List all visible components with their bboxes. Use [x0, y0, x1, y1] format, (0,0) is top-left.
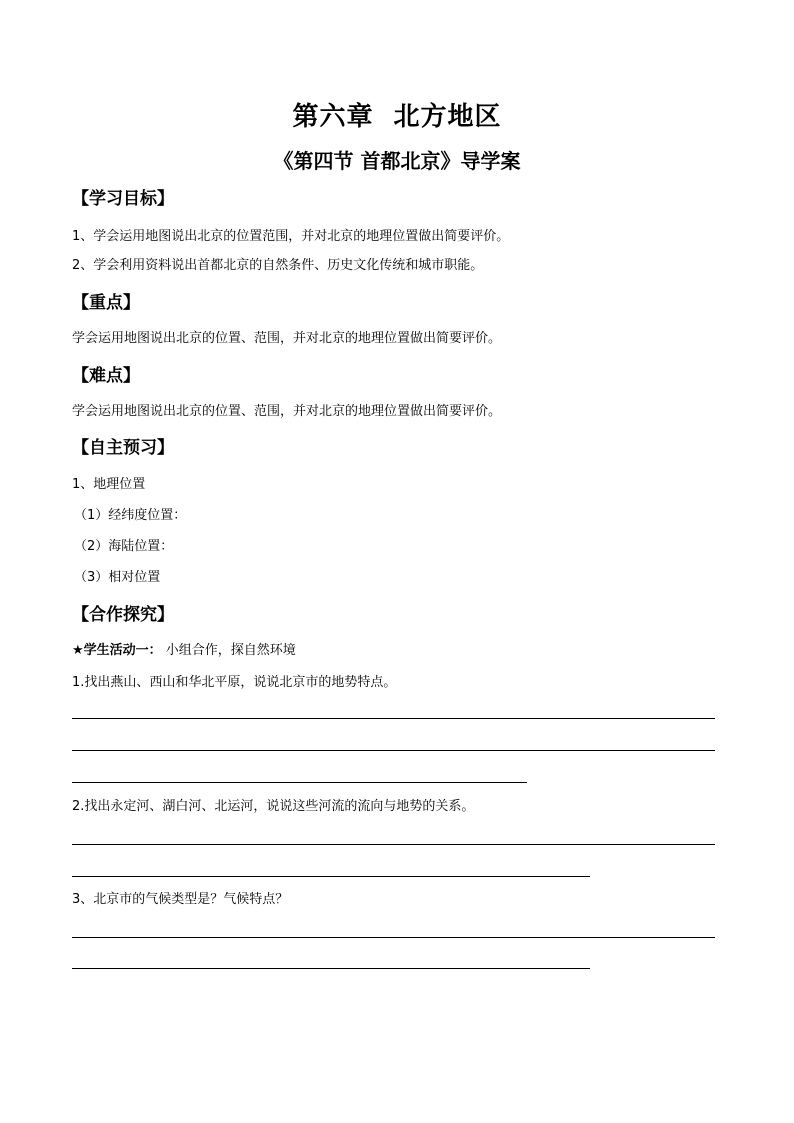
- self-study-subitem-2: （2）海陆位置：: [74, 539, 174, 554]
- heading-self-study: 【自主预习】: [72, 438, 174, 458]
- difficult-point-text: 学会运用地图说出北京的位置、范围，并对北京的地理位置做出简要评价。: [72, 404, 502, 419]
- page-title: 第六章 北方地区: [292, 102, 502, 132]
- self-study-item: 1、地理位置: [72, 477, 146, 492]
- self-study-subitem-3: （3）相对位置: [74, 570, 161, 585]
- answer-line: [72, 937, 715, 938]
- activity-line: [72, 642, 296, 660]
- heading-key-point: 【重点】: [72, 293, 140, 313]
- activity-label: ★学生活动一：: [72, 643, 162, 658]
- answer-line: [72, 750, 715, 751]
- heading-cooperation: 【合作探究】: [72, 605, 174, 625]
- objective-item-2: 2、学会利用资料说出首都北京的自然条件、历史文化传统和城市职能。: [72, 258, 484, 273]
- question-1: 1.找出燕山、西山和华北平原，说说北京市的地势特点。: [72, 675, 397, 690]
- question-3: 3、北京市的气候类型是？气候特点？: [72, 892, 289, 907]
- heading-difficult-point: 【难点】: [72, 366, 140, 386]
- answer-line: [72, 844, 715, 845]
- key-point-text: 学会运用地图说出北京的位置、范围，并对北京的地理位置做出简要评价。: [72, 331, 502, 346]
- answer-line: [72, 718, 715, 719]
- question-2: 2.找出永定河、湖白河、北运河，说说这些河流的流向与地势的关系。: [72, 799, 475, 814]
- activity-text: 小组合作，探自然环境: [161, 643, 296, 658]
- heading-objectives: 【学习目标】: [72, 189, 174, 209]
- answer-line: [72, 876, 590, 877]
- page-subtitle: 《第四节 首都北京》导学案: [273, 149, 521, 173]
- answer-line: [72, 968, 590, 969]
- self-study-subitem-1: （1）经纬度位置：: [74, 508, 187, 523]
- answer-line: [72, 782, 527, 783]
- objective-item-1: 1、学会运用地图说出北京的位置范围，并对北京的地理位置做出简要评价。: [72, 229, 510, 244]
